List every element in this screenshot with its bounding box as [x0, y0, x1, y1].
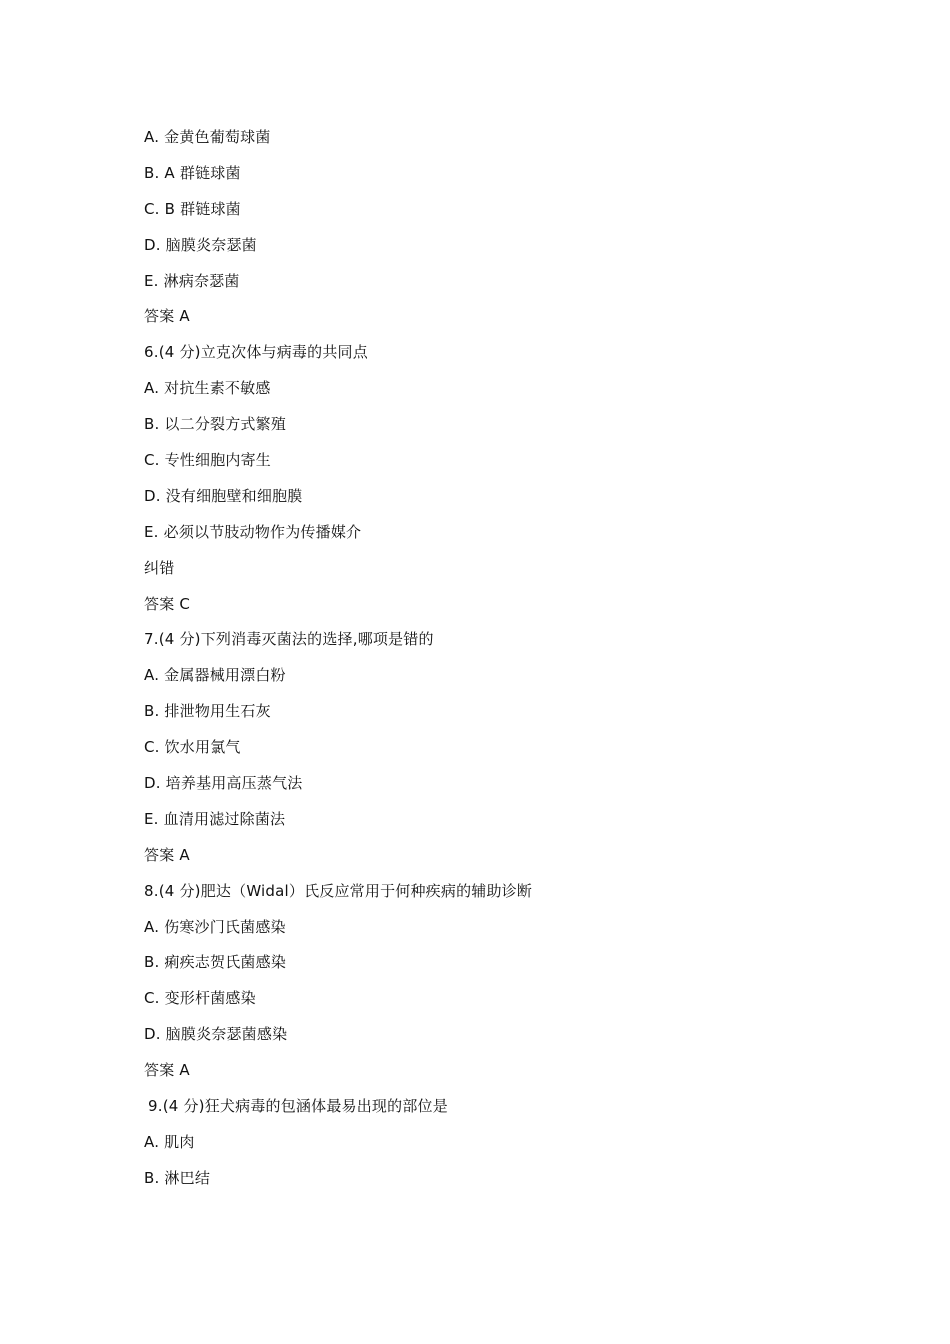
option-c: C. 专性细胞内寄生: [144, 451, 272, 470]
option-d: D. 培养基用高压蒸气法: [144, 774, 303, 793]
option-d: D. 脑膜炎奈瑟菌感染: [144, 1025, 288, 1044]
question-9: 9.(4 分)狂犬病毒的包涵体最易出现的部位是: [148, 1097, 448, 1116]
option-a: A. 肌肉: [144, 1132, 195, 1151]
option-a: A. 金属器械用漂白粉: [144, 666, 286, 685]
answer: 答案 C: [144, 594, 191, 613]
option-b: B. A 群链球菌: [144, 163, 241, 182]
answer: 答案 A: [144, 1061, 190, 1080]
option-e: E. 血清用滤过除菌法: [144, 809, 286, 828]
option-b: B. 淋巴结: [144, 1168, 211, 1187]
option-b: B. 以二分裂方式繁殖: [144, 415, 287, 434]
option-c: C. B 群链球菌: [144, 199, 241, 218]
option-a: A. 对抗生素不敏感: [144, 379, 271, 398]
option-a: A. 伤寒沙门氏菌感染: [144, 917, 286, 936]
option-b: B. 痢疾志贺氏菌感染: [144, 953, 287, 972]
option-b: B. 排泄物用生石灰: [144, 702, 271, 721]
option-d: D. 脑膜炎奈瑟菌: [144, 235, 257, 254]
option-a: A. 金黄色葡萄球菌: [144, 128, 271, 146]
answer: 答案 A: [144, 845, 190, 864]
report-error-link[interactable]: 纠错: [144, 558, 175, 577]
option-c: C. 饮水用氯气: [144, 738, 241, 757]
option-e: E. 必须以节肢动物作为传播媒介: [144, 522, 362, 541]
option-c: C. 变形杆菌感染: [144, 989, 256, 1008]
question-7: 7.(4 分)下列消毒灭菌法的选择,哪项是错的: [144, 630, 434, 649]
option-e: E. 淋病奈瑟菌: [144, 271, 240, 290]
option-d: D. 没有细胞壁和细胞膜: [144, 486, 303, 505]
question-8: 8.(4 分)肥达（Widal）氏反应常用于何种疾病的辅助诊断: [144, 881, 533, 900]
document-body: [144, 120, 844, 1197]
question-6: 6.(4 分)立克次体与病毒的共同点: [144, 343, 368, 362]
answer: 答案 A: [144, 307, 190, 326]
